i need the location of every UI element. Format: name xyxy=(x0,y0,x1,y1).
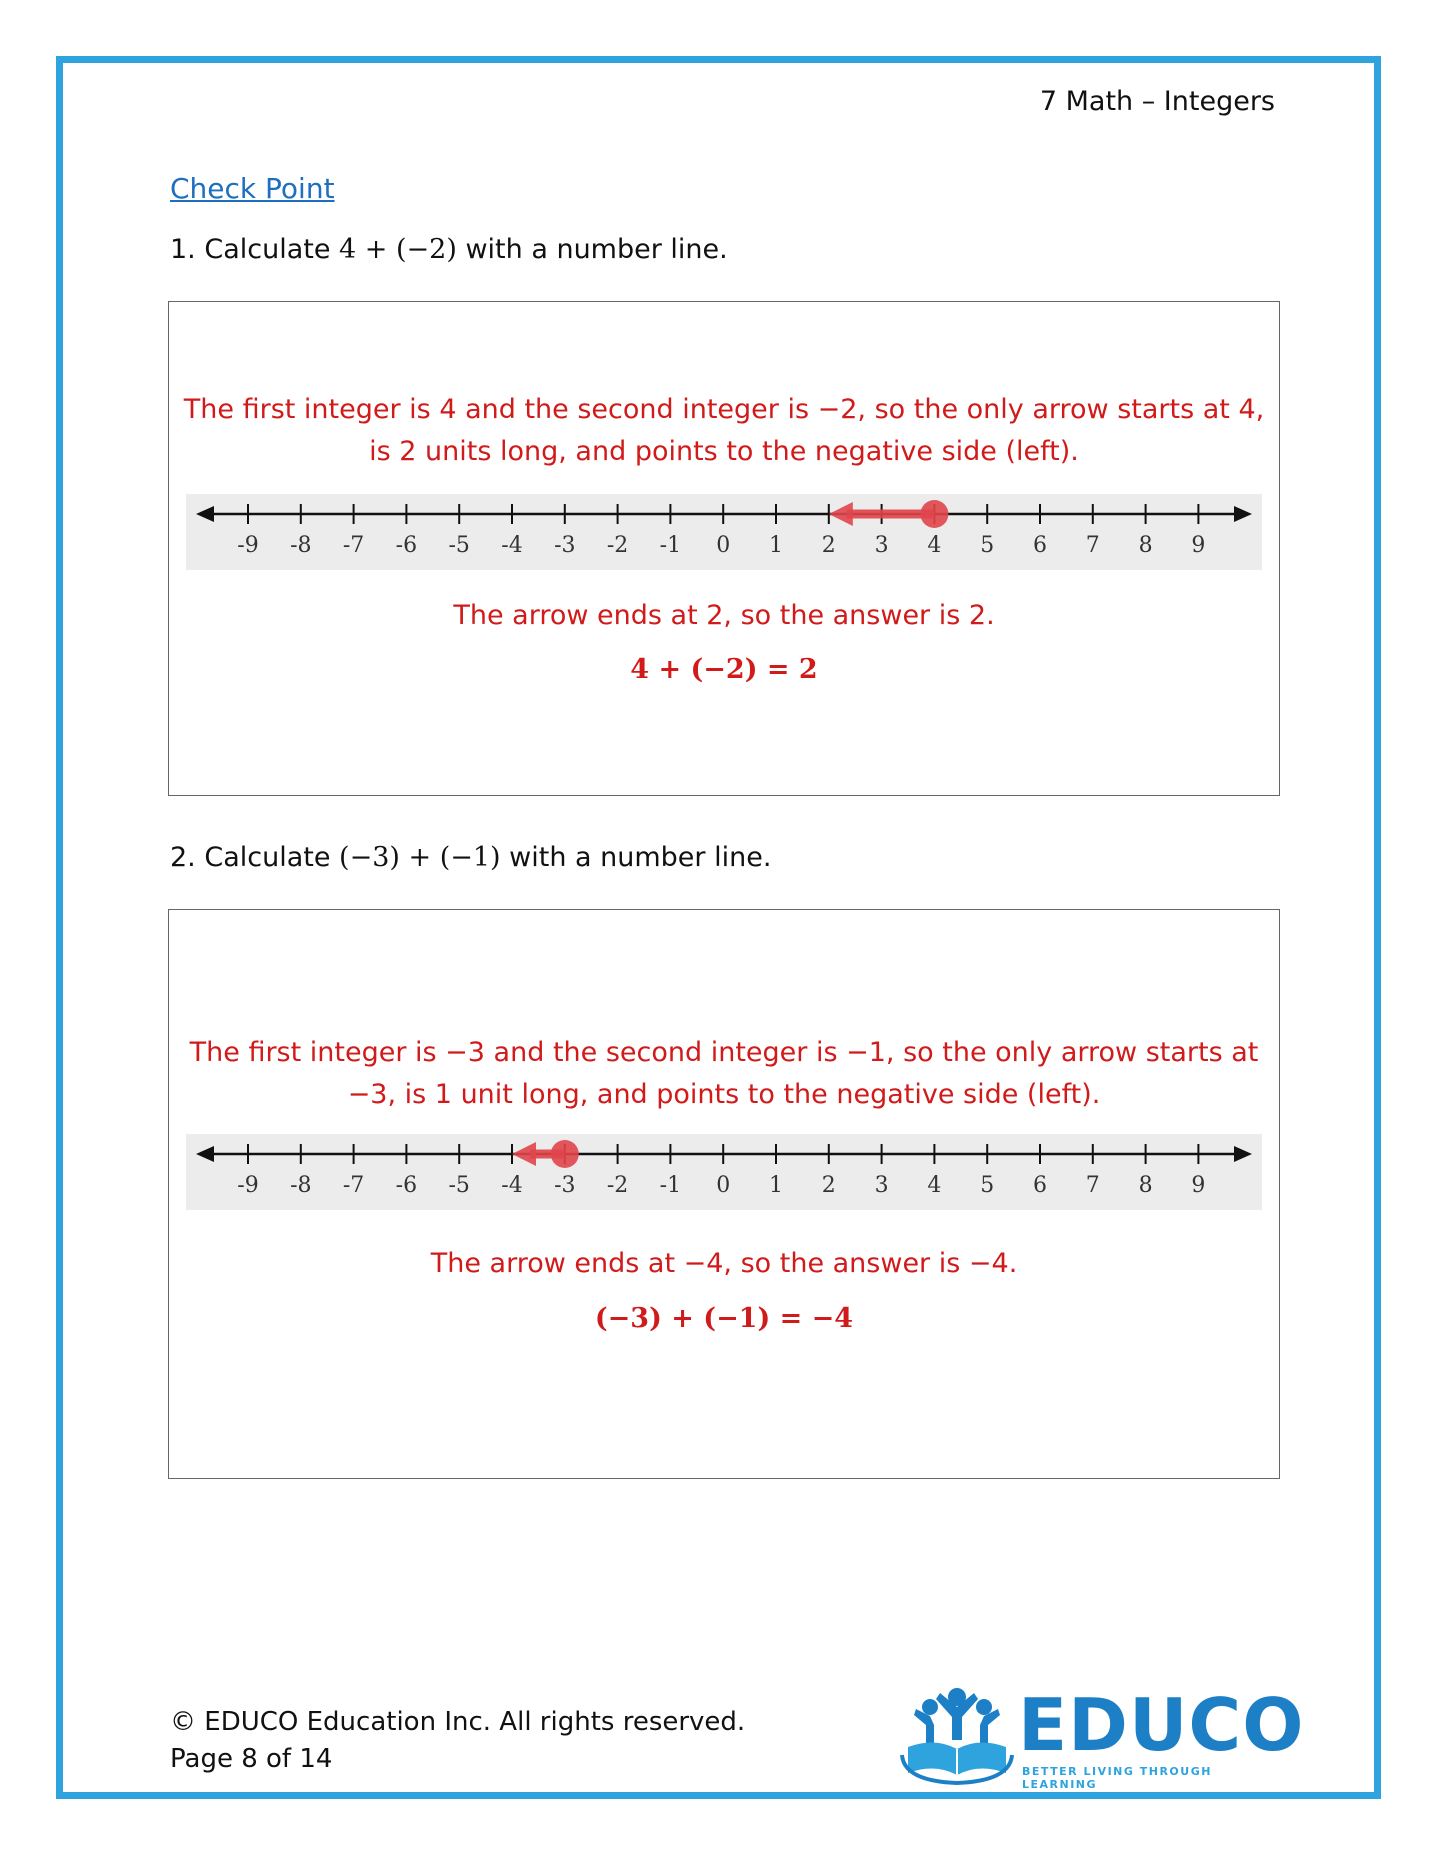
answer-1-explanation-line2: is 2 units long, and points to the negative side (left). xyxy=(369,436,1079,467)
educo-people-book-logo-icon xyxy=(900,1685,1015,1785)
tick-label: -5 xyxy=(448,533,470,558)
tick-label: -7 xyxy=(342,1173,365,1198)
section-heading-link[interactable]: Check Point xyxy=(170,172,335,205)
axis-left-arrowhead xyxy=(196,506,214,522)
tick-label: -4 xyxy=(501,533,523,558)
tick-label: 7 xyxy=(1085,533,1100,558)
answer-2-explanation-line2: −3, is 1 unit long, and points to the negative side (left). xyxy=(347,1079,1101,1110)
tick-label: -3 xyxy=(554,533,576,558)
question-2-prefix: 2. Calculate xyxy=(170,842,340,873)
answer-arrow-start-dot xyxy=(920,500,948,528)
footer-copyright: © EDUCO Education Inc. All rights reserved. xyxy=(170,1707,746,1737)
document-header-title: 7 Math – Integers xyxy=(1039,86,1275,117)
question-1-prompt xyxy=(170,234,728,265)
answer-1-equation: 4 + (−2) = 2 xyxy=(630,654,818,685)
tick-label: 1 xyxy=(769,1173,783,1198)
logo-tagline: BETTER LIVING THROUGH LEARNING xyxy=(1022,1765,1212,1791)
tick-label: -1 xyxy=(659,1173,682,1198)
answer-box-1 xyxy=(168,301,1280,796)
tick-label: -8 xyxy=(290,1173,312,1198)
tick-label: -6 xyxy=(395,1173,418,1198)
question-1-suffix: with a number line. xyxy=(456,234,728,265)
tick-label: 8 xyxy=(1138,533,1153,558)
axis-right-arrowhead xyxy=(1234,1146,1252,1162)
tick-label: -4 xyxy=(501,1173,523,1198)
question-2-expression: (−3) + (−1) xyxy=(339,842,501,873)
logo-wordmark: EDUCO xyxy=(1018,1683,1305,1767)
tick-label: 5 xyxy=(980,1173,995,1198)
tick-label: 0 xyxy=(716,533,731,558)
tick-label: 6 xyxy=(1033,1173,1047,1198)
tick-label: 2 xyxy=(821,533,836,558)
answer-1-explanation-line1: The first integer is 4 and the second integer is −2, so the only arrow starts at 4, xyxy=(183,394,1265,425)
answer-2-result: The arrow ends at −4, so the answer is −4. xyxy=(430,1248,1018,1279)
question-2-suffix: with a number line. xyxy=(500,842,772,873)
tick-label: 4 xyxy=(927,533,942,558)
tick-label: 3 xyxy=(874,1173,889,1198)
answer-box-2 xyxy=(168,909,1280,1479)
tick-label: 2 xyxy=(821,1173,836,1198)
footer-page-number: Page 8 of 14 xyxy=(170,1744,333,1774)
tick-label: 9 xyxy=(1191,1173,1206,1198)
tick-label: -5 xyxy=(448,1173,470,1198)
tick-label: 6 xyxy=(1033,533,1047,558)
axis-left-arrowhead xyxy=(196,1146,214,1162)
tick-label: -1 xyxy=(659,533,682,558)
tick-label: 9 xyxy=(1191,533,1206,558)
tick-label: -3 xyxy=(554,1173,576,1198)
number-line-2 xyxy=(186,1134,1262,1210)
tick-label: 8 xyxy=(1138,1173,1153,1198)
tick-label: -8 xyxy=(290,533,312,558)
answer-arrow-start-dot xyxy=(551,1140,579,1168)
tick-label: 7 xyxy=(1085,1173,1100,1198)
tick-label: -6 xyxy=(395,533,418,558)
answer-1-result: The arrow ends at 2, so the answer is 2. xyxy=(453,600,995,631)
tick-label: -7 xyxy=(342,533,365,558)
axis-right-arrowhead xyxy=(1234,506,1252,522)
answer-2-equation: (−3) + (−1) = −4 xyxy=(594,1303,854,1334)
tick-label: 5 xyxy=(980,533,995,558)
educo-logo xyxy=(900,1683,1305,1791)
tick-label: -9 xyxy=(237,1173,259,1198)
question-1-expression: 4 + (−2) xyxy=(339,234,457,265)
question-2-prompt xyxy=(170,842,771,873)
tick-label: 0 xyxy=(716,1173,731,1198)
tick-label: -2 xyxy=(606,533,629,558)
answer-2-explanation-line1: The first integer is −3 and the second integer is −1, so the only arrow starts at xyxy=(189,1037,1259,1068)
number-line-1 xyxy=(186,494,1262,570)
tick-label: 4 xyxy=(927,1173,942,1198)
tick-label: -2 xyxy=(606,1173,629,1198)
answer-arrowhead xyxy=(829,502,853,526)
tick-label: -9 xyxy=(237,533,259,558)
tick-label: 1 xyxy=(769,533,783,558)
answer-arrowhead xyxy=(512,1142,536,1166)
tick-label: 3 xyxy=(874,533,889,558)
question-1-prefix: 1. Calculate xyxy=(170,234,340,265)
